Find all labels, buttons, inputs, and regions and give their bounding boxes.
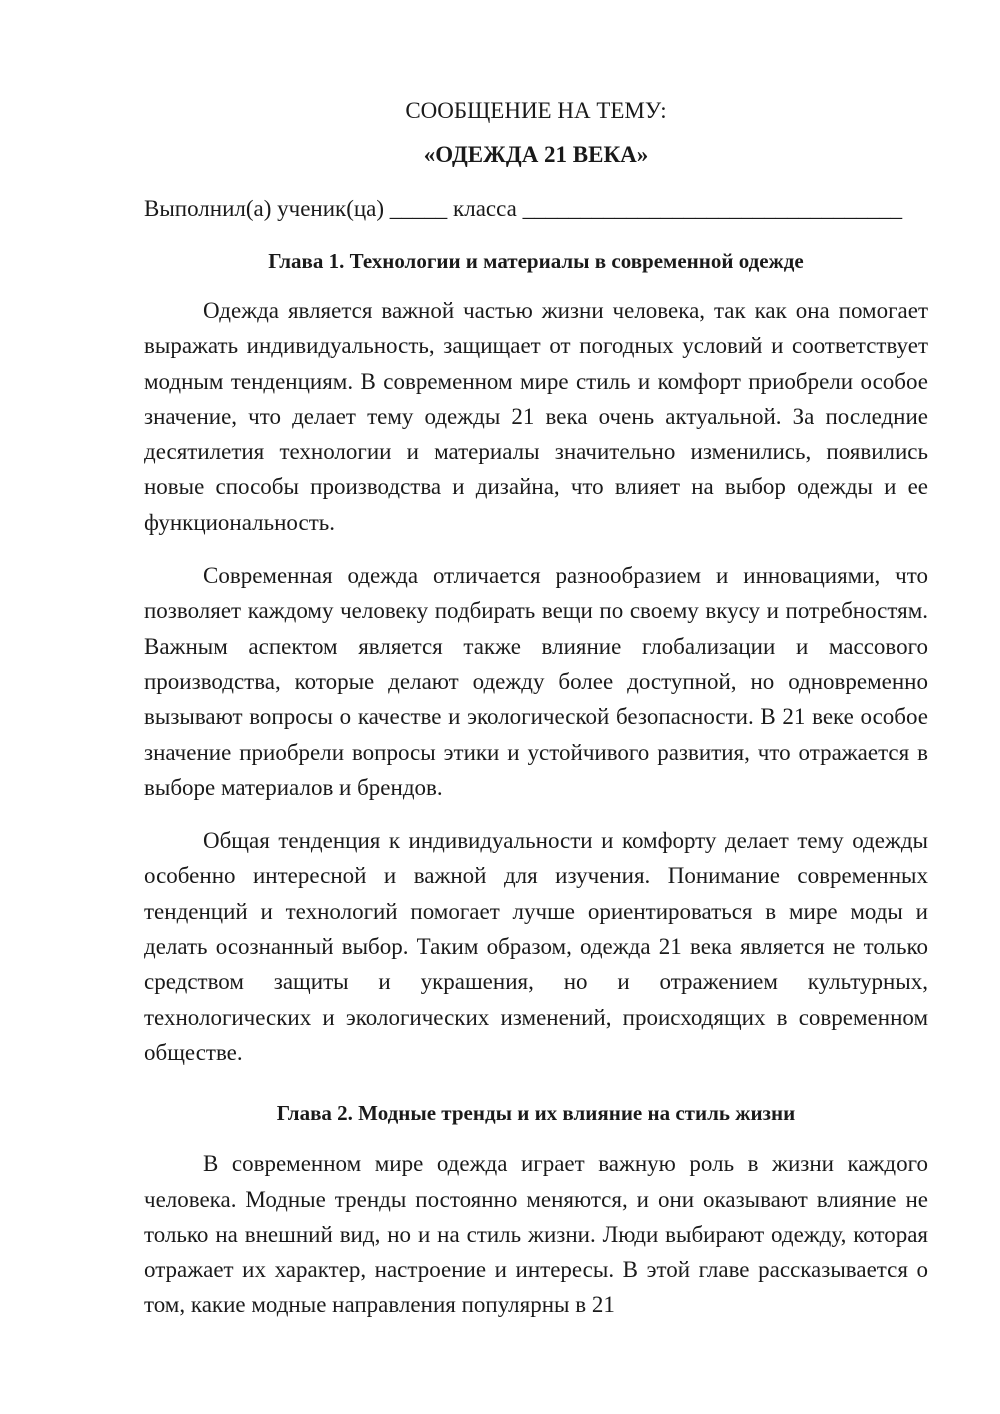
chapter-1-paragraph-3: Общая тенденция к индивидуальности и комфорту делает тему одежды особенно интересной и важной для изучения. Понимание современных тенденций и технологий помогает лучше ориентироваться в мире моды и делать осознанный выбор. Таким образом, одежда 21 века является не только средством защиты и украшения, но и отражением культурных, технологических и экологических изменений, происходящих в современном обществе. (144, 828, 928, 1065)
document-title-line-2: «ОДЕЖДА 21 ВЕКА» (423, 142, 649, 167)
chapter-1-paragraph-1: Одежда является важной частью жизни человека, так как она помогает выражать индивидуальность, защищает от погодных условий и соответствует модным тенденциям. В современном мире стиль и комфорт приобрели особое значение, что делает тему одежды 21 века очень актуальной. За последние десятилетия технологии и материалы значительно изменились, появились новые способы производства и дизайна, что влияет на выбор одежды и ее функциональность. (144, 298, 928, 535)
chapter-2-heading: Глава 2. Модные тренды и их влияние на стиль жизни (276, 1101, 796, 1126)
author-line: Выполнил(а) ученик(ца) _____ класса _________________________________ (144, 196, 903, 221)
chapter-1-paragraph-2: Современная одежда отличается разнообразием и инновациями, что позволяет каждому человеку подбирать вещи по своему вкусу и потребностям. Важным аспектом является также влияние глобализации и массового производства, которые делают одежду более доступной, но одновременно вызывают вопросы о качестве и экологической безопасности. В 21 веке особое значение приобрели вопросы этики и устойчивого развития, что отражается в выборе материалов и брендов. (144, 563, 928, 800)
chapter-2-paragraph-1: В современном мире одежда играет важную роль в жизни каждого человека. Модные тренды постоянно меняются, и они оказывают влияние не только на внешний вид, но и на стиль жизни. Люди выбирают одежду, которая отражает их характер, настроение и интересы. В этой главе рассказывается о том, какие модные направления популярны в 21 (144, 1151, 928, 1318)
chapter-1-heading: Глава 1. Технологии и материалы в современной одежде (268, 249, 804, 273)
document-page (144, 86, 928, 1323)
document-title-line-1: СООБЩЕНИЕ НА ТЕМУ: (405, 98, 667, 123)
